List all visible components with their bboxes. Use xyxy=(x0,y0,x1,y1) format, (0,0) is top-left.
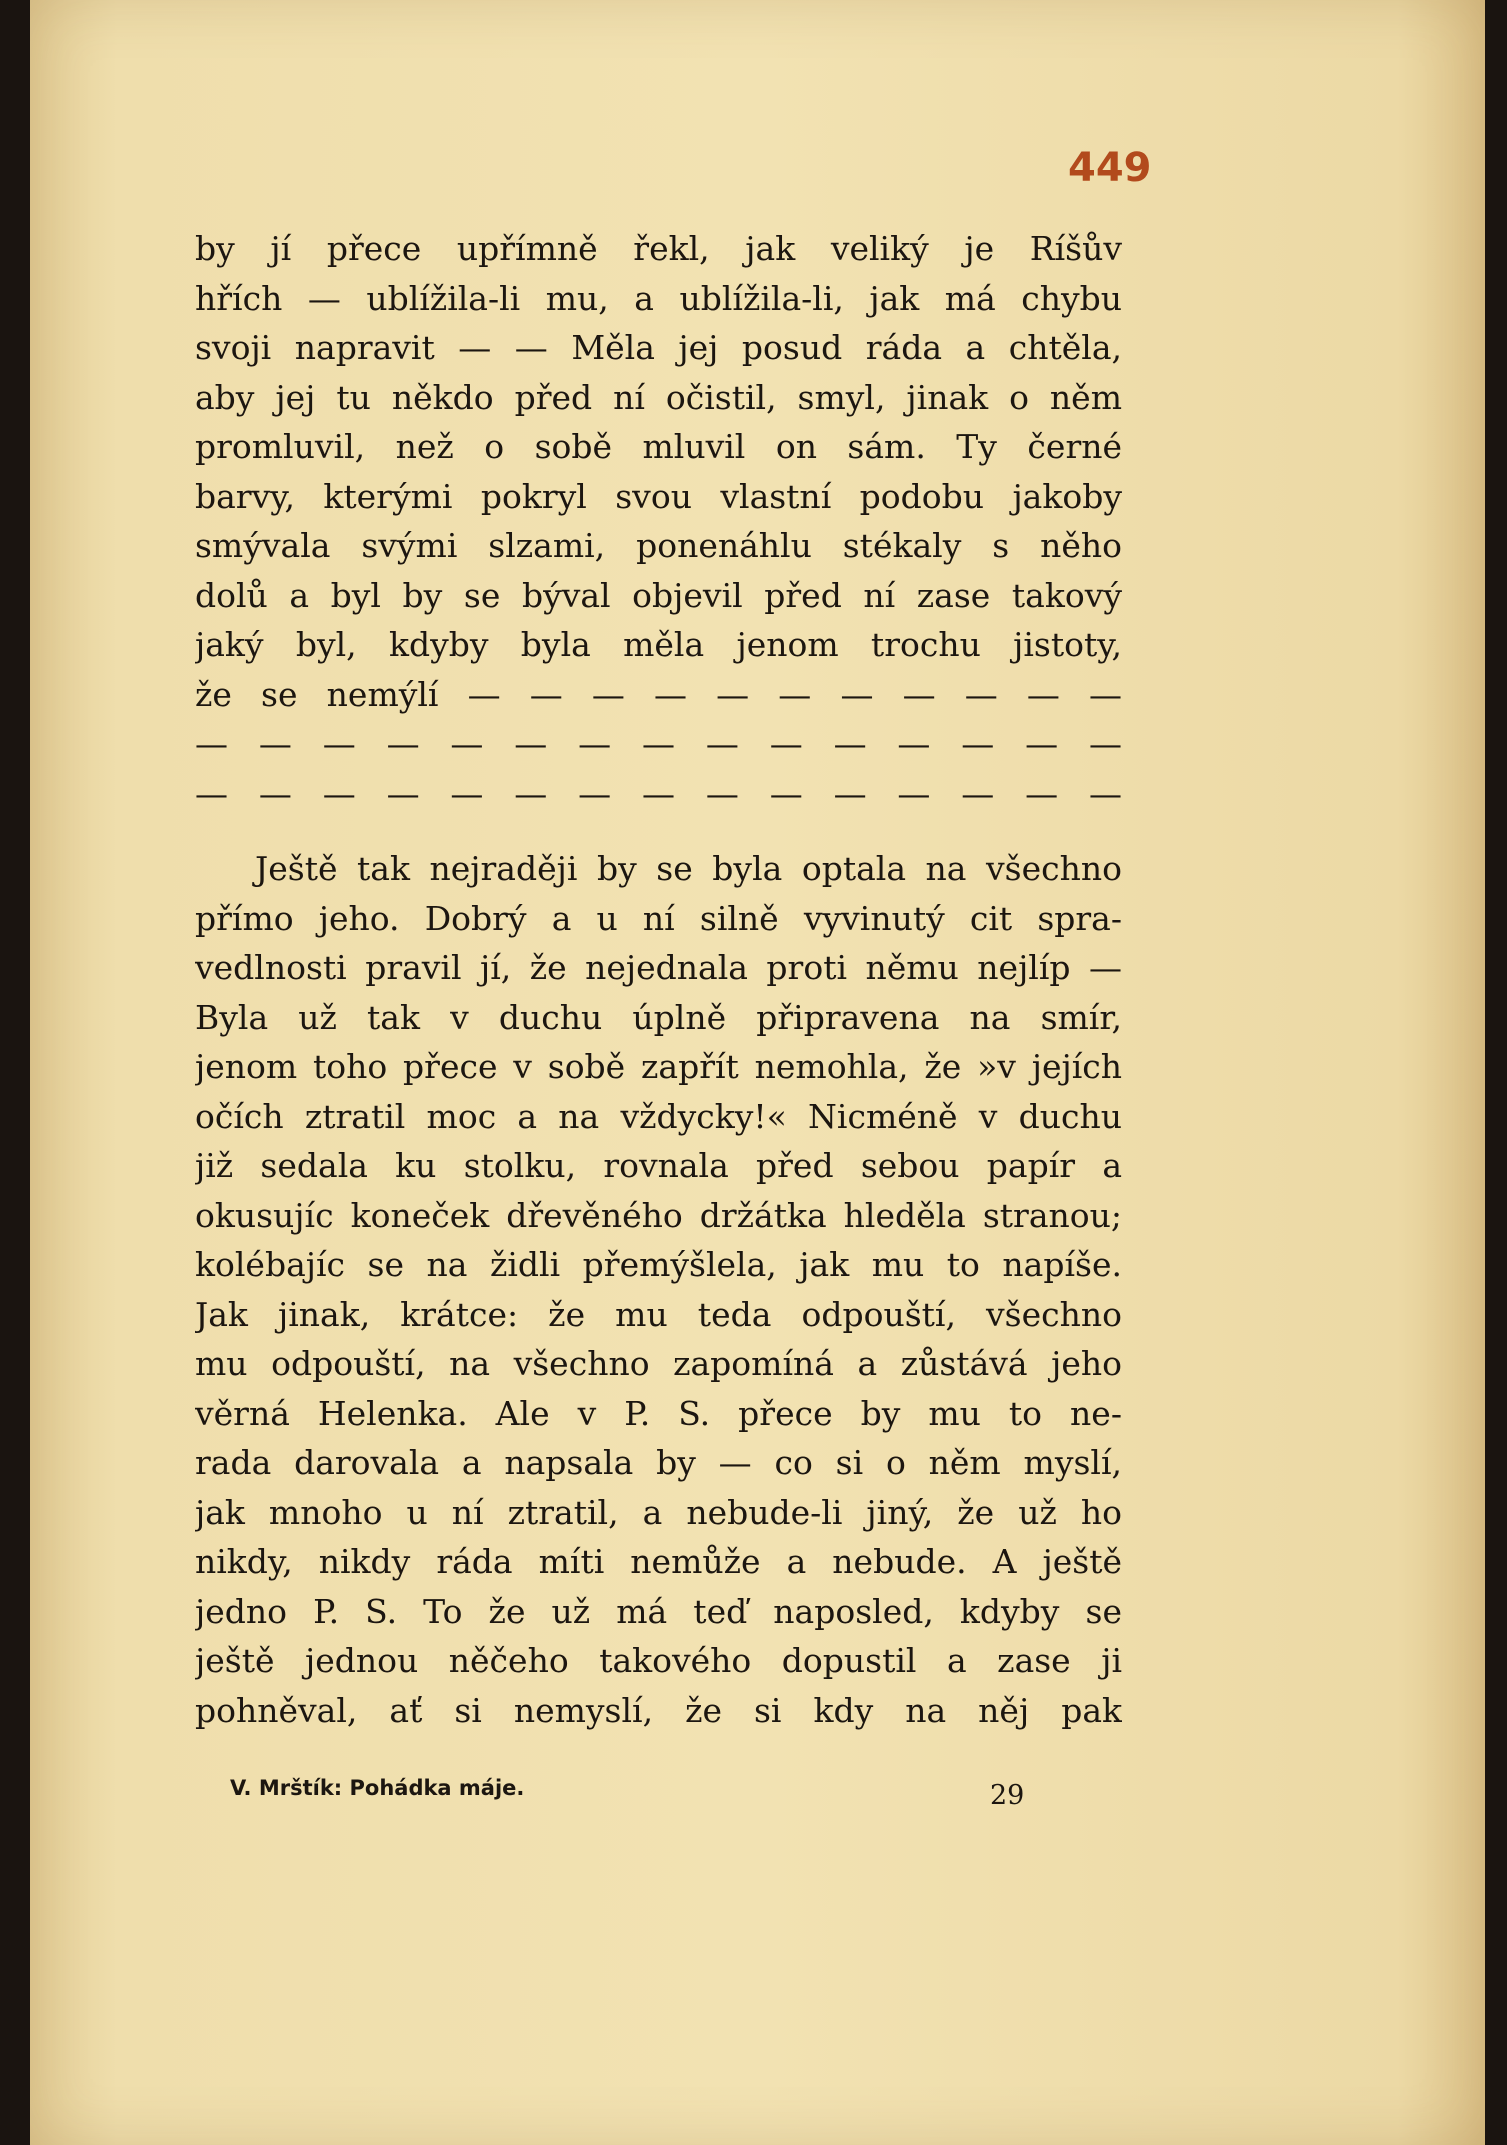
text-line: že se nemýlí — — — — — — — — — — — xyxy=(195,674,1122,714)
text-line: okusujíc koneček dřevěného držátka hleděla stranou; xyxy=(195,1195,1122,1235)
text-line: by jí přece upřímně řekl, jak veliký je Ríšův xyxy=(195,229,1122,268)
text-line: věrná Helenka. Ale v P. S. přece by mu to ne- xyxy=(195,1393,1122,1433)
text-line: barvy, kterými pokryl svou vlastní podobu jakoby xyxy=(195,476,1122,516)
text-line: jak mnoho u ní ztratil, a nebude-li jiný, že už ho xyxy=(195,1492,1122,1532)
text-line: kolébajíc se na židli přemýšlela, jak mu to napíše. xyxy=(195,1245,1122,1284)
text-line: Byla už tak v duchu úplně připravena na smír, xyxy=(195,997,1122,1037)
paragraph-gap xyxy=(195,818,1122,844)
text-line: pohněval, ať si nemyslí, že si kdy na něj pak xyxy=(195,1690,1122,1730)
text-line: promluvil, než o sobě mluvil on sám. Ty černé xyxy=(195,427,1122,466)
body-text xyxy=(195,224,1122,1735)
text-line: Jak jinak, krátce: že mu teda odpouští, všechno xyxy=(195,1294,1122,1334)
text-line: přímo jeho. Dobrý a u ní silně vyvinutý cit spra- xyxy=(195,898,1122,938)
text-line: svoji napravit — — Měla jej posud ráda a chtěla, xyxy=(195,328,1122,367)
footer-title: V. Mrštík: Pohádka máje. xyxy=(230,1776,525,1800)
text-line: jedno P. S. To že už má teď naposled, kdyby se xyxy=(195,1591,1122,1631)
text-line: ještě jednou něčeho takového dopustil a zase ji xyxy=(195,1641,1122,1680)
dash-line: — — — — — — — — — — — — — — — xyxy=(195,724,1122,763)
text-line: rada darovala a napsala by — co si o něm myslí, xyxy=(195,1443,1122,1482)
page-number: 449 xyxy=(1068,145,1152,191)
text-line: očích ztratil moc a na vždycky!« Nicméně v duchu xyxy=(195,1096,1122,1136)
text-line: nikdy, nikdy ráda míti nemůže a nebude. A ještě xyxy=(195,1542,1122,1581)
text-line: mu odpouští, na všechno zapomíná a zůstává jeho xyxy=(195,1344,1122,1383)
text-line: jenom toho přece v sobě zapřít nemohla, že »v jejích xyxy=(195,1047,1122,1086)
text-line: smývala svými slzami, ponenáhlu stékaly s něho xyxy=(195,526,1122,565)
text-line: jaký byl, kdyby byla měla jenom trochu jistoty, xyxy=(195,625,1122,664)
page-footer xyxy=(230,1776,1030,1816)
book-page xyxy=(30,0,1485,2145)
text-line: aby jej tu někdo před ní očistil, smyl, jinak o něm xyxy=(195,377,1122,417)
signature-mark: 29 xyxy=(990,1780,1025,1811)
text-line: vedlnosti pravil jí, že nejednala proti němu nejlíp — xyxy=(195,948,1122,987)
dash-line: — — — — — — — — — — — — — — — xyxy=(195,773,1122,813)
text-line: Ještě tak nejraději by se byla optala na všechno xyxy=(255,849,1122,888)
text-line: již sedala ku stolku, rovnala před sebou papír a xyxy=(195,1146,1122,1185)
text-line: hřích — ublížila-li mu, a ublížila-li, jak má chybu xyxy=(195,278,1122,318)
text-line: dolů a byl by se býval objevil před ní zase takový xyxy=(195,575,1122,615)
